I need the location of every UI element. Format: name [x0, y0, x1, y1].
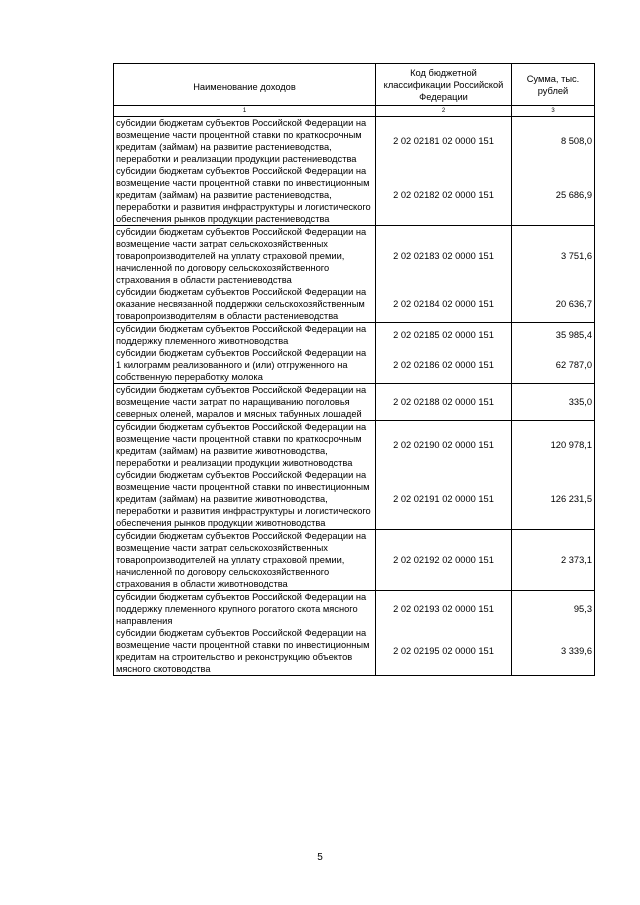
- table-row: [114, 286, 595, 323]
- table-row: [114, 117, 595, 166]
- table-header-row: [114, 64, 595, 106]
- revenue-name: субсидии бюджетам субъектов Российской Федерации на возмещение части процентной ставки по краткосрочным кредитам (займам) на развитие растениеводства, переработки и реализации продукции растениеводства: [114, 117, 376, 166]
- revenue-sum: 95,3: [512, 591, 595, 628]
- header-sum: Сумма, тыс. рублей: [512, 64, 595, 106]
- revenue-name: субсидии бюджетам субъектов Российской Федерации на возмещение части затрат сельскохозяйственных товаропроизводителей на уплату страховой премии, начисленной по договору сельскохозяйственного страхования в области растениеводства: [114, 226, 376, 287]
- budget-code: 2 02 02195 02 0000 151: [376, 627, 512, 676]
- budget-code: 2 02 02182 02 0000 151: [376, 165, 512, 226]
- column-number: 2: [376, 106, 512, 117]
- budget-code: 2 02 02191 02 0000 151: [376, 469, 512, 530]
- revenue-sum: 8 508,0: [512, 117, 595, 166]
- revenue-sum: 35 985,4: [512, 323, 595, 348]
- revenue-name: субсидии бюджетам субъектов Российской Федерации на поддержку племенного животноводства: [114, 323, 376, 348]
- budget-code: 2 02 02181 02 0000 151: [376, 117, 512, 166]
- table-row: [114, 530, 595, 591]
- budget-code: 2 02 02190 02 0000 151: [376, 421, 512, 470]
- revenue-name: субсидии бюджетам субъектов Российской Федерации на 1 килограмм реализованного и (или) отгруженного на собственную переработку молока: [114, 347, 376, 384]
- revenue-sum: 3 751,6: [512, 226, 595, 287]
- budget-code: 2 02 02185 02 0000 151: [376, 323, 512, 348]
- revenue-sum: 2 373,1: [512, 530, 595, 591]
- revenue-sum: 3 339,6: [512, 627, 595, 676]
- column-number: 3: [512, 106, 595, 117]
- revenue-name: субсидии бюджетам субъектов Российской Федерации на возмещение части процентной ставки по инвестиционным кредитам на строительство и реконструкцию объектов мясного скотоводства: [114, 627, 376, 676]
- table-row: [114, 384, 595, 421]
- revenue-sum: 335,0: [512, 384, 595, 421]
- budget-code: 2 02 02183 02 0000 151: [376, 226, 512, 287]
- revenue-name: субсидии бюджетам субъектов Российской Федерации на оказание несвязанной поддержки сельскохозяйственным товаропроизводителям в области растениеводства: [114, 286, 376, 323]
- table-row: [114, 226, 595, 287]
- budget-code: 2 02 02192 02 0000 151: [376, 530, 512, 591]
- budget-code: 2 02 02193 02 0000 151: [376, 591, 512, 628]
- table-row: [114, 347, 595, 384]
- table-row: [114, 421, 595, 470]
- table-row: [114, 591, 595, 628]
- revenue-name: субсидии бюджетам субъектов Российской Федерации на возмещение части процентной ставки по краткосрочным кредитам (займам) на развитие животноводства, переработки и реализации продукции животноводства: [114, 421, 376, 470]
- table-row: [114, 323, 595, 348]
- revenue-name: субсидии бюджетам субъектов Российской Федерации на поддержку племенного крупного рогатого скота мясного направления: [114, 591, 376, 628]
- revenue-sum: 120 978,1: [512, 421, 595, 470]
- budget-code: 2 02 02184 02 0000 151: [376, 286, 512, 323]
- revenue-sum: 62 787,0: [512, 347, 595, 384]
- revenue-name: субсидии бюджетам субъектов Российской Федерации на возмещение части затрат по наращиванию поголовья северных оленей, маралов и мясных табунных лошадей: [114, 384, 376, 421]
- header-budget-code: Код бюджетной классификации Российской Федерации: [376, 64, 512, 106]
- page-number: 5: [317, 852, 323, 863]
- revenue-name: субсидии бюджетам субъектов Российской Федерации на возмещение части процентной ставки по инвестиционным кредитам (займам) на развитие животноводства, переработки и развития инфраструктуры и логистического обеспечения рынков продукции животноводства: [114, 469, 376, 530]
- column-numbers-row: [114, 106, 595, 117]
- revenue-sum: 20 636,7: [512, 286, 595, 323]
- header-revenue-name: Наименование доходов: [114, 64, 376, 106]
- table-row: [114, 165, 595, 226]
- budget-code: 2 02 02188 02 0000 151: [376, 384, 512, 421]
- table-row: [114, 469, 595, 530]
- revenue-sum: 126 231,5: [512, 469, 595, 530]
- budget-code: 2 02 02186 02 0000 151: [376, 347, 512, 384]
- table-row: [114, 627, 595, 676]
- revenue-name: субсидии бюджетам субъектов Российской Федерации на возмещение части затрат сельскохозяйственных товаропроизводителей на уплату страховой премии, начисленной по договору сельскохозяйственного страхования в области животноводства: [114, 530, 376, 591]
- revenue-name: субсидии бюджетам субъектов Российской Федерации на возмещение части процентной ставки по инвестиционным кредитам (займам) на развитие растениеводства, переработки и развития инфраструктуры и логистического обеспечения рынков продукции растениеводства: [114, 165, 376, 226]
- revenue-table: [113, 63, 595, 676]
- column-number: 1: [114, 106, 376, 117]
- revenue-sum: 25 686,9: [512, 165, 595, 226]
